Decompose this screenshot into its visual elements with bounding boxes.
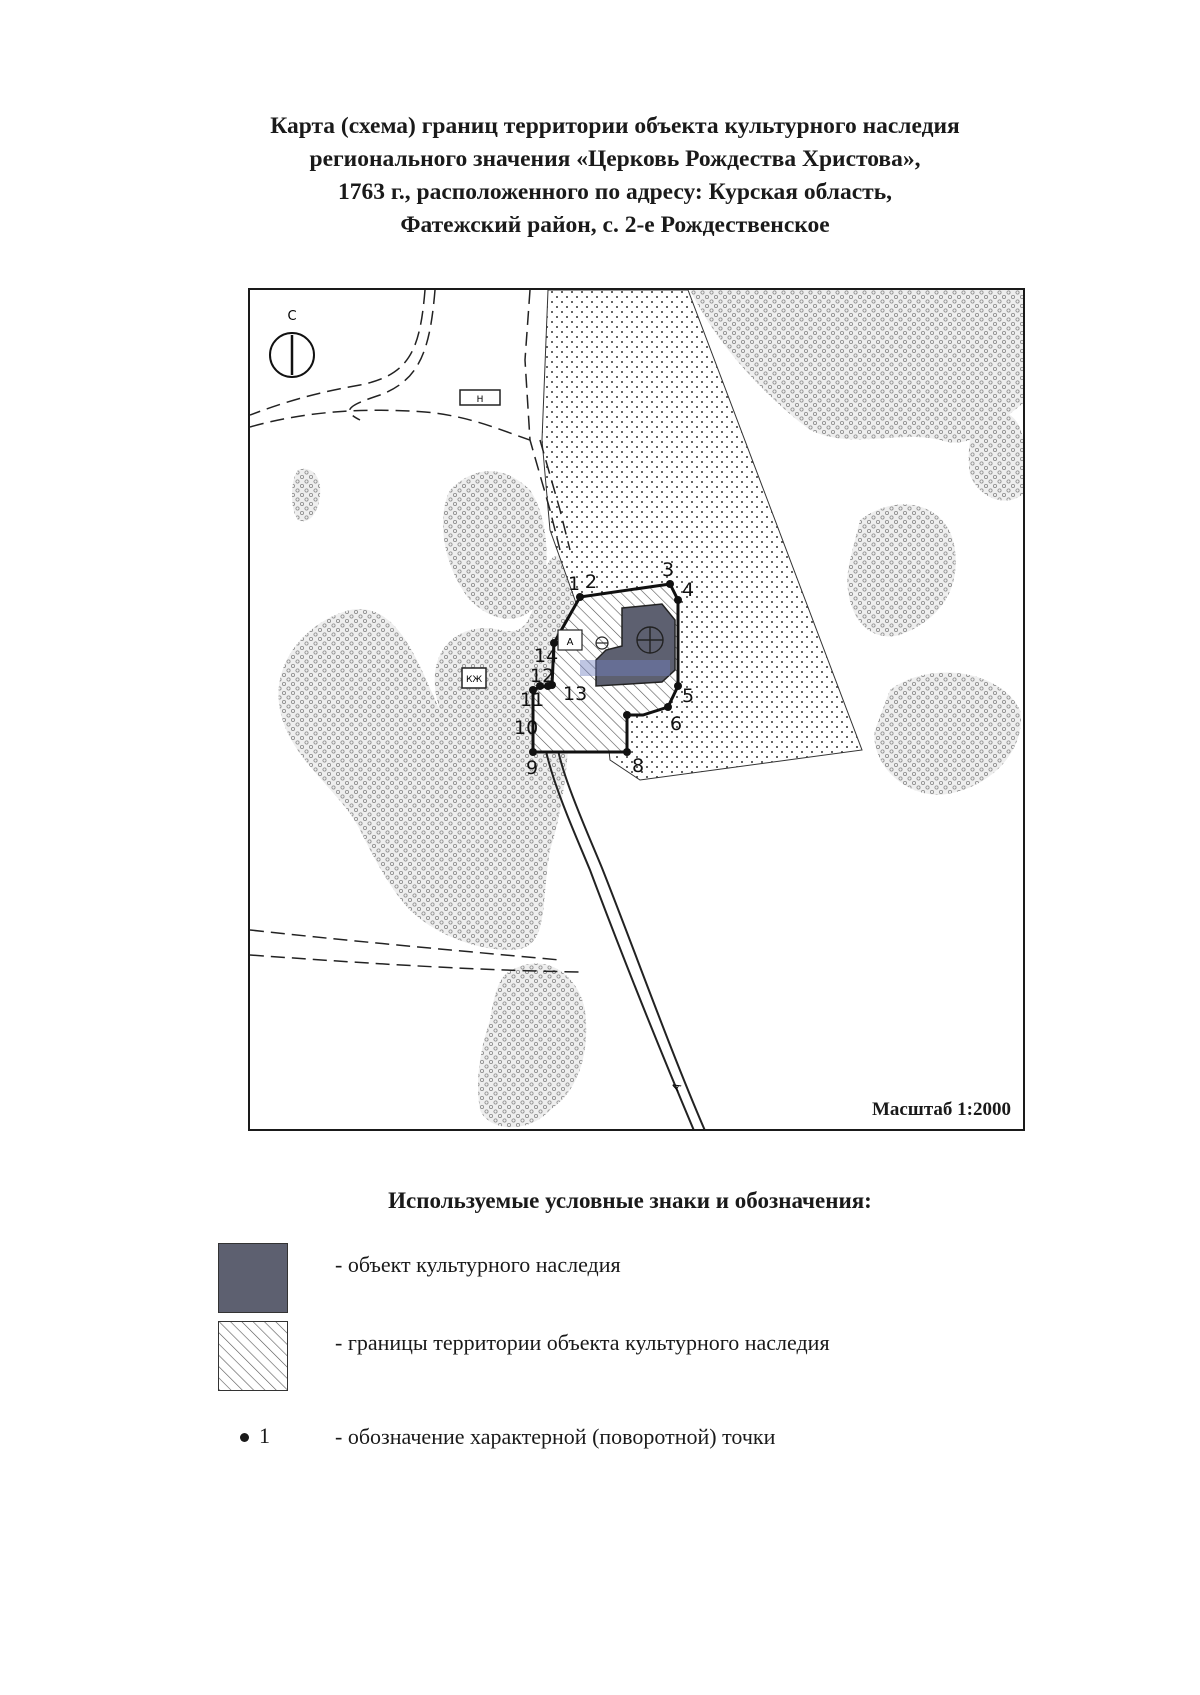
legend-title: Используемые условные знаки и обозначения: [388,1188,872,1213]
legend-point-symbol [240,1423,270,1449]
map-title [150,110,1080,242]
building-a-label: А [566,637,574,648]
legend-label-territory: - границы территории объекта культурного наследия [335,1330,830,1355]
svg-text:1: 1 [568,573,581,595]
svg-text:14: 14 [534,645,559,667]
legend-swatch-territory [218,1321,288,1391]
vegetation-top-right [690,290,1025,443]
svg-text:10: 10 [514,717,539,739]
svg-text:5: 5 [682,685,695,707]
svg-text:3: 3 [662,559,675,581]
title-line-3: 1763 г., расположенного по адресу: Курская область, [337,179,892,205]
title-line-2: регионального значения «Церковь Рождества Христова», [309,146,921,172]
vegetation-right-low [874,673,1020,795]
vegetation-bottom [478,964,586,1128]
title-line-1: Карта (схема) границ территории объекта культурного наследия [270,113,960,139]
map-scale: Масштаб 1:2000 [871,1099,1011,1120]
building-kzh-label: КЖ [465,675,483,685]
vegetation-small-left [292,469,320,522]
north-arrow-icon [270,309,314,377]
vegetation-left-upper [443,471,547,619]
svg-text:13: 13 [563,683,588,705]
map-frame[interactable] [248,288,1025,1131]
title-line-4: Фатежский район, с. 2-е Рождественское [400,212,830,238]
svg-text:9: 9 [526,757,539,779]
svg-text:4: 4 [682,579,695,601]
vegetation-right-mid [847,504,955,636]
vegetation-right-strip [969,410,1025,501]
object-highlight [580,660,670,676]
road-label: А [669,1080,685,1094]
legend-swatch-object [218,1243,288,1313]
legend-label-point: - обозначение характерной (поворотной) точки [335,1424,776,1449]
svg-text:2: 2 [585,571,598,593]
point-dot-icon [240,1433,249,1442]
north-letter: С [287,309,297,324]
legend-point-number: 1 [259,1423,270,1448]
svg-text:6: 6 [670,713,683,735]
legend-label-object: - объект культурного наследия [335,1252,621,1277]
map-canvas [250,290,1025,1131]
building-n-label: Н [476,395,484,405]
svg-text:8: 8 [632,755,645,777]
svg-text:12: 12 [530,665,555,687]
svg-text:11: 11 [520,689,545,711]
